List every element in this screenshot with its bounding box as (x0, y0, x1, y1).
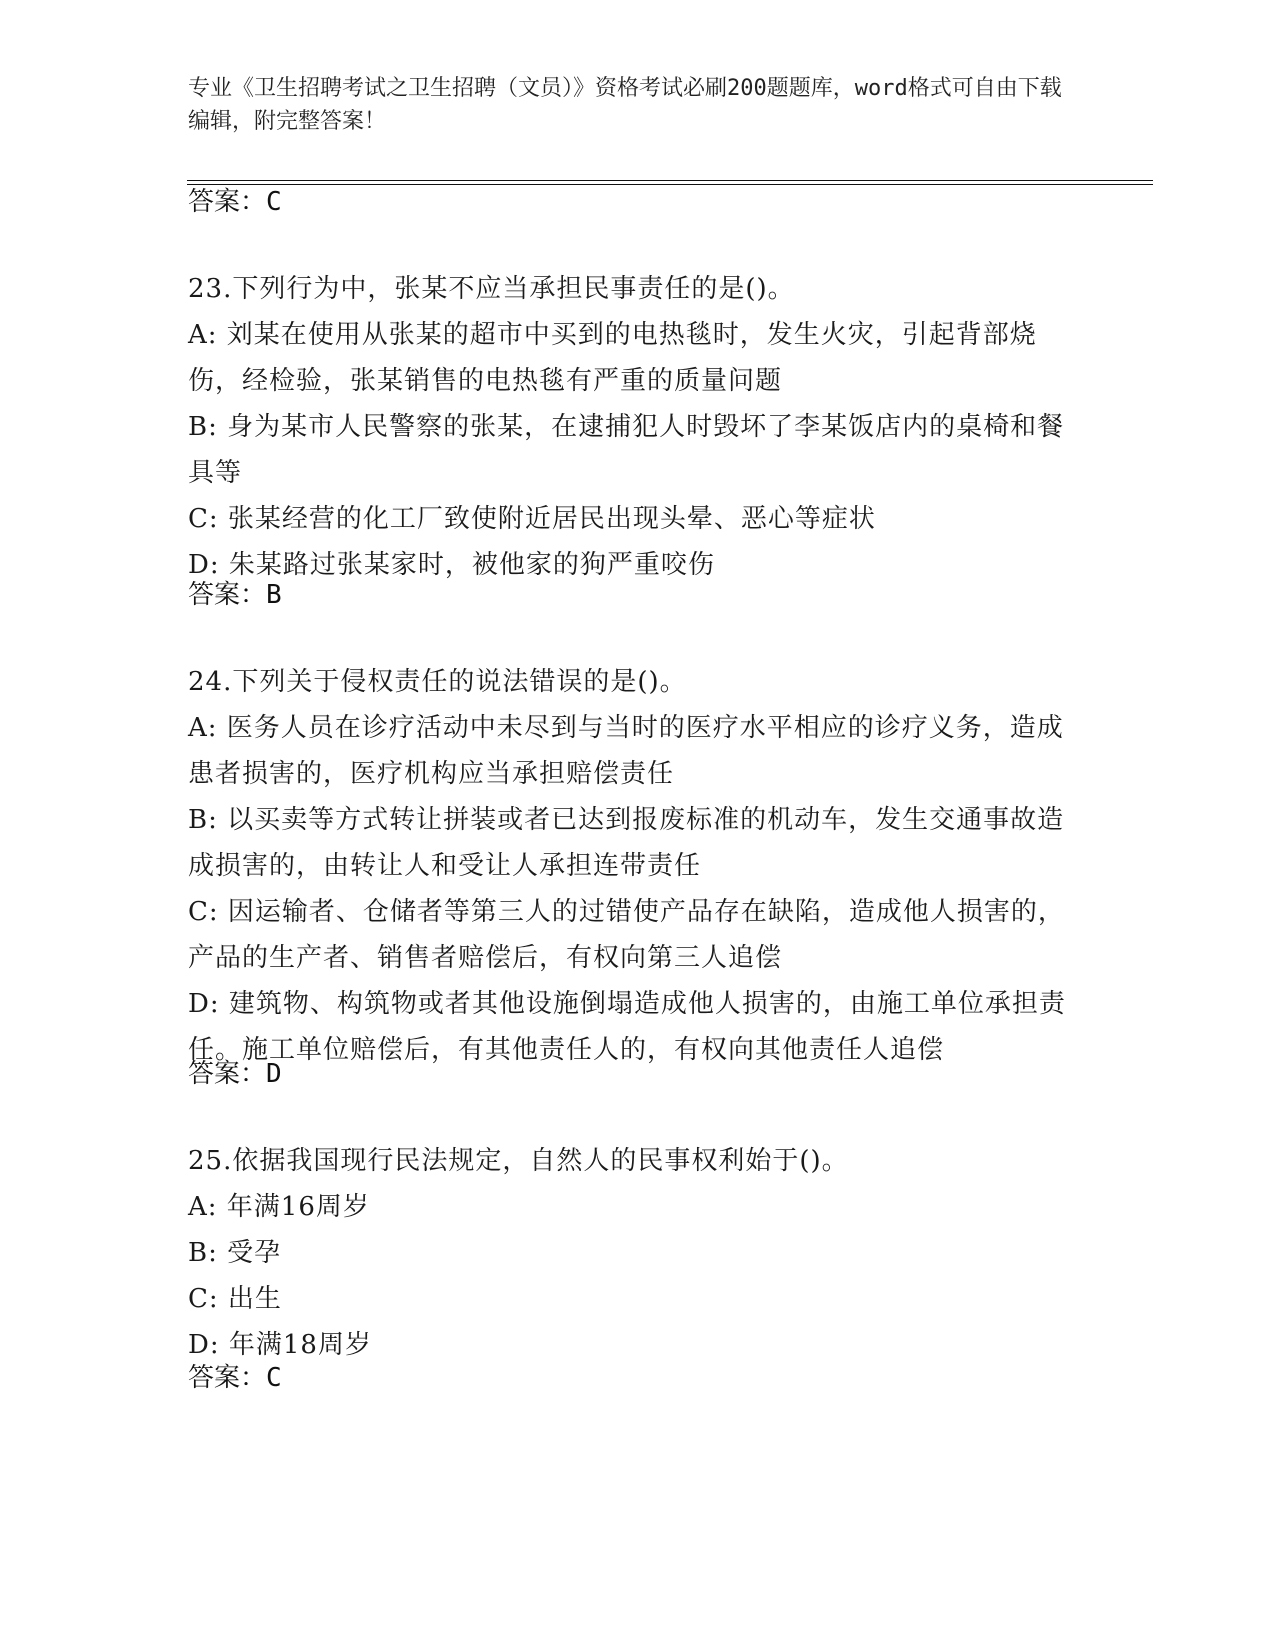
answer-value: B (266, 580, 282, 610)
option-b: B: 以买卖等方式转让拼装或者已达到报废标准的机动车，发生交通事故造成损害的，由转让人和受让人承担连带责任 (188, 805, 1065, 881)
header-rule-top (187, 180, 1153, 181)
question-stem: 24.下列关于侵权责任的说法错误的是()。 (188, 667, 687, 697)
option-c: C: 张某经营的化工厂致使附近居民出现头晕、恶心等症状 (188, 504, 876, 534)
question-25 (188, 1138, 1078, 1368)
answer-label: 答案： (188, 580, 267, 610)
answer-label: 答案： (188, 1363, 267, 1393)
option-d: D: 朱某路过张某家时，被他家的狗严重咬伤 (188, 550, 715, 580)
document-header (188, 72, 1068, 138)
option-d: D: 年满18周岁 (188, 1330, 372, 1360)
question-23 (188, 266, 1078, 588)
answer-line-23 (188, 579, 282, 611)
answer-label: 答案： (188, 187, 267, 217)
option-a: A: 医务人员在诊疗活动中未尽到与当时的医疗水平相应的诊疗义务，造成患者损害的，医疗机构应当承担赔偿责任 (188, 713, 1064, 789)
answer-line-24 (188, 1058, 282, 1090)
question-stem: 25.依据我国现行民法规定，自然人的民事权利始于()。 (188, 1146, 849, 1176)
question-24 (188, 659, 1078, 1073)
option-b: B: 身为某市人民警察的张某，在逮捕犯人时毁坏了李某饭店内的桌椅和餐具等 (188, 412, 1065, 488)
option-a: A: 刘某在使用从张某的超市中买到的电热毯时，发生火灾，引起背部烧伤，经检验，张某销售的电热毯有严重的质量问题 (188, 320, 1037, 396)
option-a: A: 年满16周岁 (188, 1192, 370, 1222)
option-d: D: 建筑物、构筑物或者其他设施倒塌造成他人损害的，由施工单位承担责任。施工单位赔偿后，有其他责任人的，有权向其他责任人追偿 (188, 989, 1066, 1065)
answer-value: D (266, 1059, 282, 1089)
answer-line-25 (188, 1362, 282, 1394)
header-rule-bottom (187, 184, 1153, 185)
option-b: B: 受孕 (188, 1238, 282, 1268)
header-text: 专业《卫生招聘考试之卫生招聘（文员）》资格考试必刷200题题库，word格式可自由下载编辑，附完整答案！ (188, 76, 1062, 134)
answer-value: C (266, 187, 282, 217)
option-c: C: 因运输者、仓储者等第三人的过错使产品存在缺陷，造成他人损害的，产品的生产者、销售者赔偿后，有权向第三人追偿 (188, 897, 1065, 973)
answer-line-prev (188, 186, 282, 218)
answer-value: C (266, 1363, 282, 1393)
question-stem: 23.下列行为中，张某不应当承担民事责任的是()。 (188, 274, 795, 304)
answer-label: 答案： (188, 1059, 267, 1089)
option-c: C: 出生 (188, 1284, 282, 1314)
